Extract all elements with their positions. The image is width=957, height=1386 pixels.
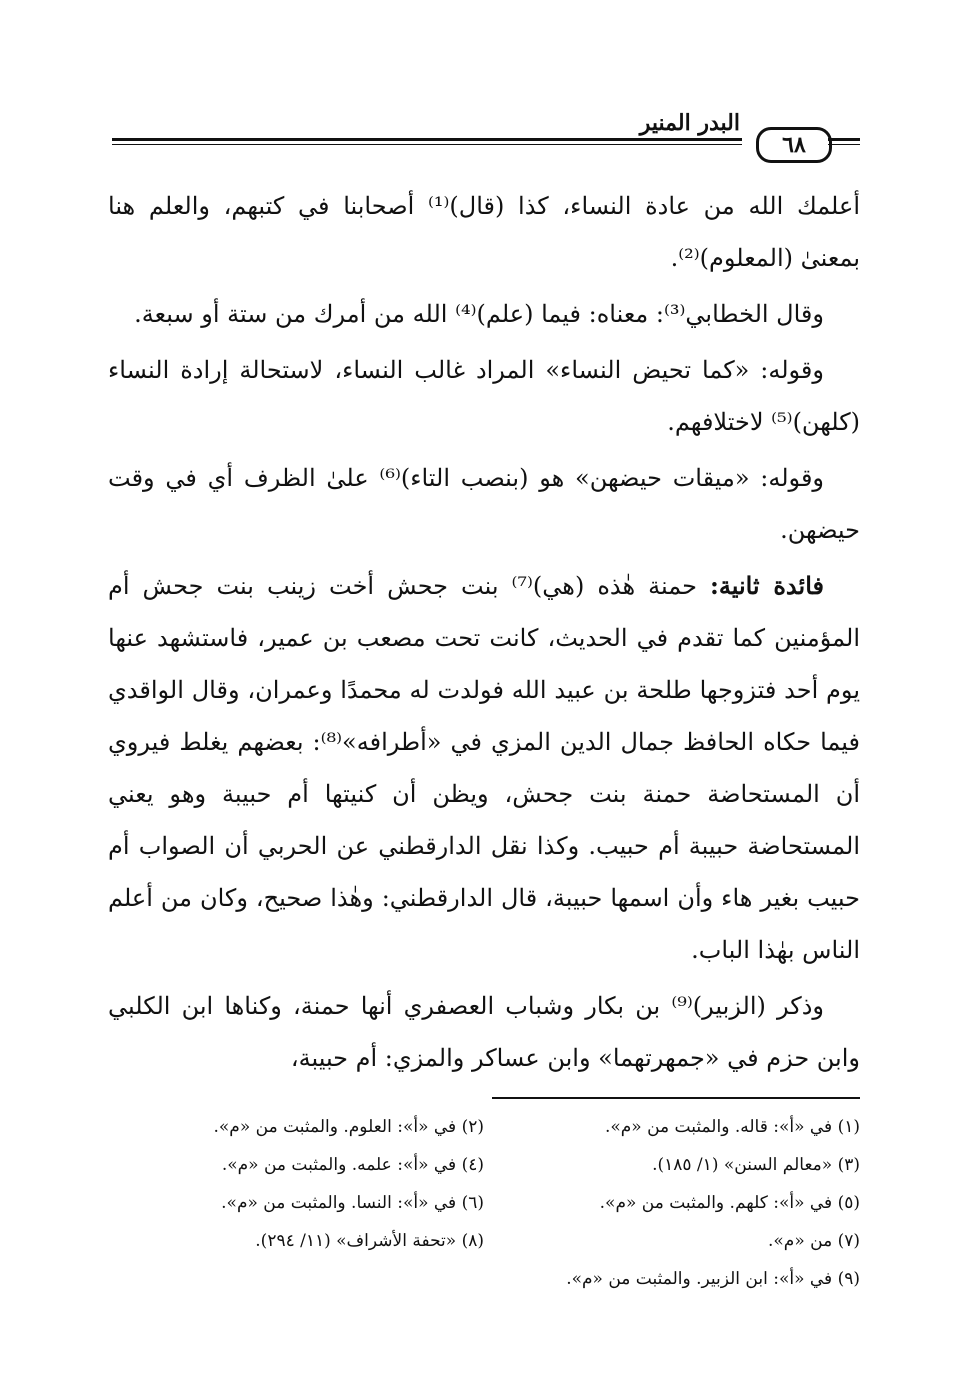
footnotes [108,1108,860,1298]
footnote-5: (٥) في «أ»: كلهم. والمثبت من «م». [599,1193,860,1213]
note-heading: فائدة ثانية: [709,571,824,600]
paragraph-6: وذكر (الزبير)⁽⁹⁾ بن بكار وشباب العصفري أنها حمنة، وكناها ابن الكلبي وابن حزم في «جمهرتهما» وابن عساكر والمزي: أم حبيبة، [108,992,860,1072]
footnote-3: (٣) «معالم السنن» (١/ ١٨٥). [652,1155,860,1175]
footnote-7: (٧) من «م». [768,1231,860,1251]
paragraph-1: أعلمك الله من عادة النساء، كذا (قال)⁽¹⁾ أصحابنا في كتبهم، والعلم هنا بمعنىٰ (المعلوم)⁽²⁾. [108,192,860,272]
footnote-2: (٢) في «أ»: العلوم. والمثبت من «م». [213,1117,484,1137]
main-text [108,180,860,1088]
paragraph-4: وقوله: «ميقات حيضهن» هو (بنصب التاء)⁽⁶⁾ علىٰ الظرف أي في وقت حيضهن. [108,464,860,544]
page-number: ٦٨ [756,127,832,163]
footnote-row [108,1222,860,1260]
footnote-row [108,1184,860,1222]
footnote-1: (١) في «أ»: قاله. والمثبت من «م». [604,1117,860,1137]
paragraph-5 [108,560,860,976]
footnote-6: (٦) في «أ»: النسا. والمثبت من «م». [221,1193,484,1213]
paragraph-3: وقوله: «كما تحيض النساء» المراد غالب النساء، لاستحالة إرادة النساء (كلهن)⁽⁵⁾ لاختلافهم. [108,356,860,436]
page-header [108,104,860,164]
paragraph-2: وقال الخطابي⁽³⁾: معناه: فيما (علم)⁽⁴⁾ الله من أمرك من ستة أو سبعة. [134,300,824,328]
footnote-9: (٩) في «أ»: ابن الزبير. والمثبت من «م». [566,1269,860,1289]
header-tail-rule-thick [828,138,860,141]
header-rule-thick [112,138,742,141]
header-tail-rule-thin [828,144,860,145]
header-rule-thin [112,144,742,145]
footnote-row [108,1146,860,1184]
paragraph-5-text: حمنة هٰذه (هي)⁽⁷⁾ بنت جحش أخت زينب بنت جحش أم المؤمنين كما تقدم في الحديث، كانت تحت مصعب بن عمير، فاستشهد عنها يوم أحد فتزوجها طلحة بن عبيد الله فولدت له محمدًا وعمران، وقال الواقدي فيما حكاه الحافظ جمال الدين المزي في «أطرافه»⁽⁸⁾: بعضهم يغلط فيروي أن المستحاضة حمنة بنت جحش، ويظن أن كنيتها أم حبيبة وهو يعني المستحاضة حبيبة أم حبيب. وكذا نقل الدارقطني عن الحربي أن الصواب أم حبيب بغير هاء وأن اسمها حبيبة، قال الدارقطني: وهٰذا صحيح، وكان من أعلم الناس بهٰذا الباب. [108,572,861,964]
footnote-separator [492,1097,860,1099]
footnote-row [108,1108,860,1146]
footnote-4: (٤) في «أ»: علمه. والمثبت من «م». [221,1155,484,1175]
running-title: البدر المنير [639,110,740,136]
footnote-8: (٨) «تحفة الأشراف» (١١/ ٢٩٤). [255,1231,484,1251]
